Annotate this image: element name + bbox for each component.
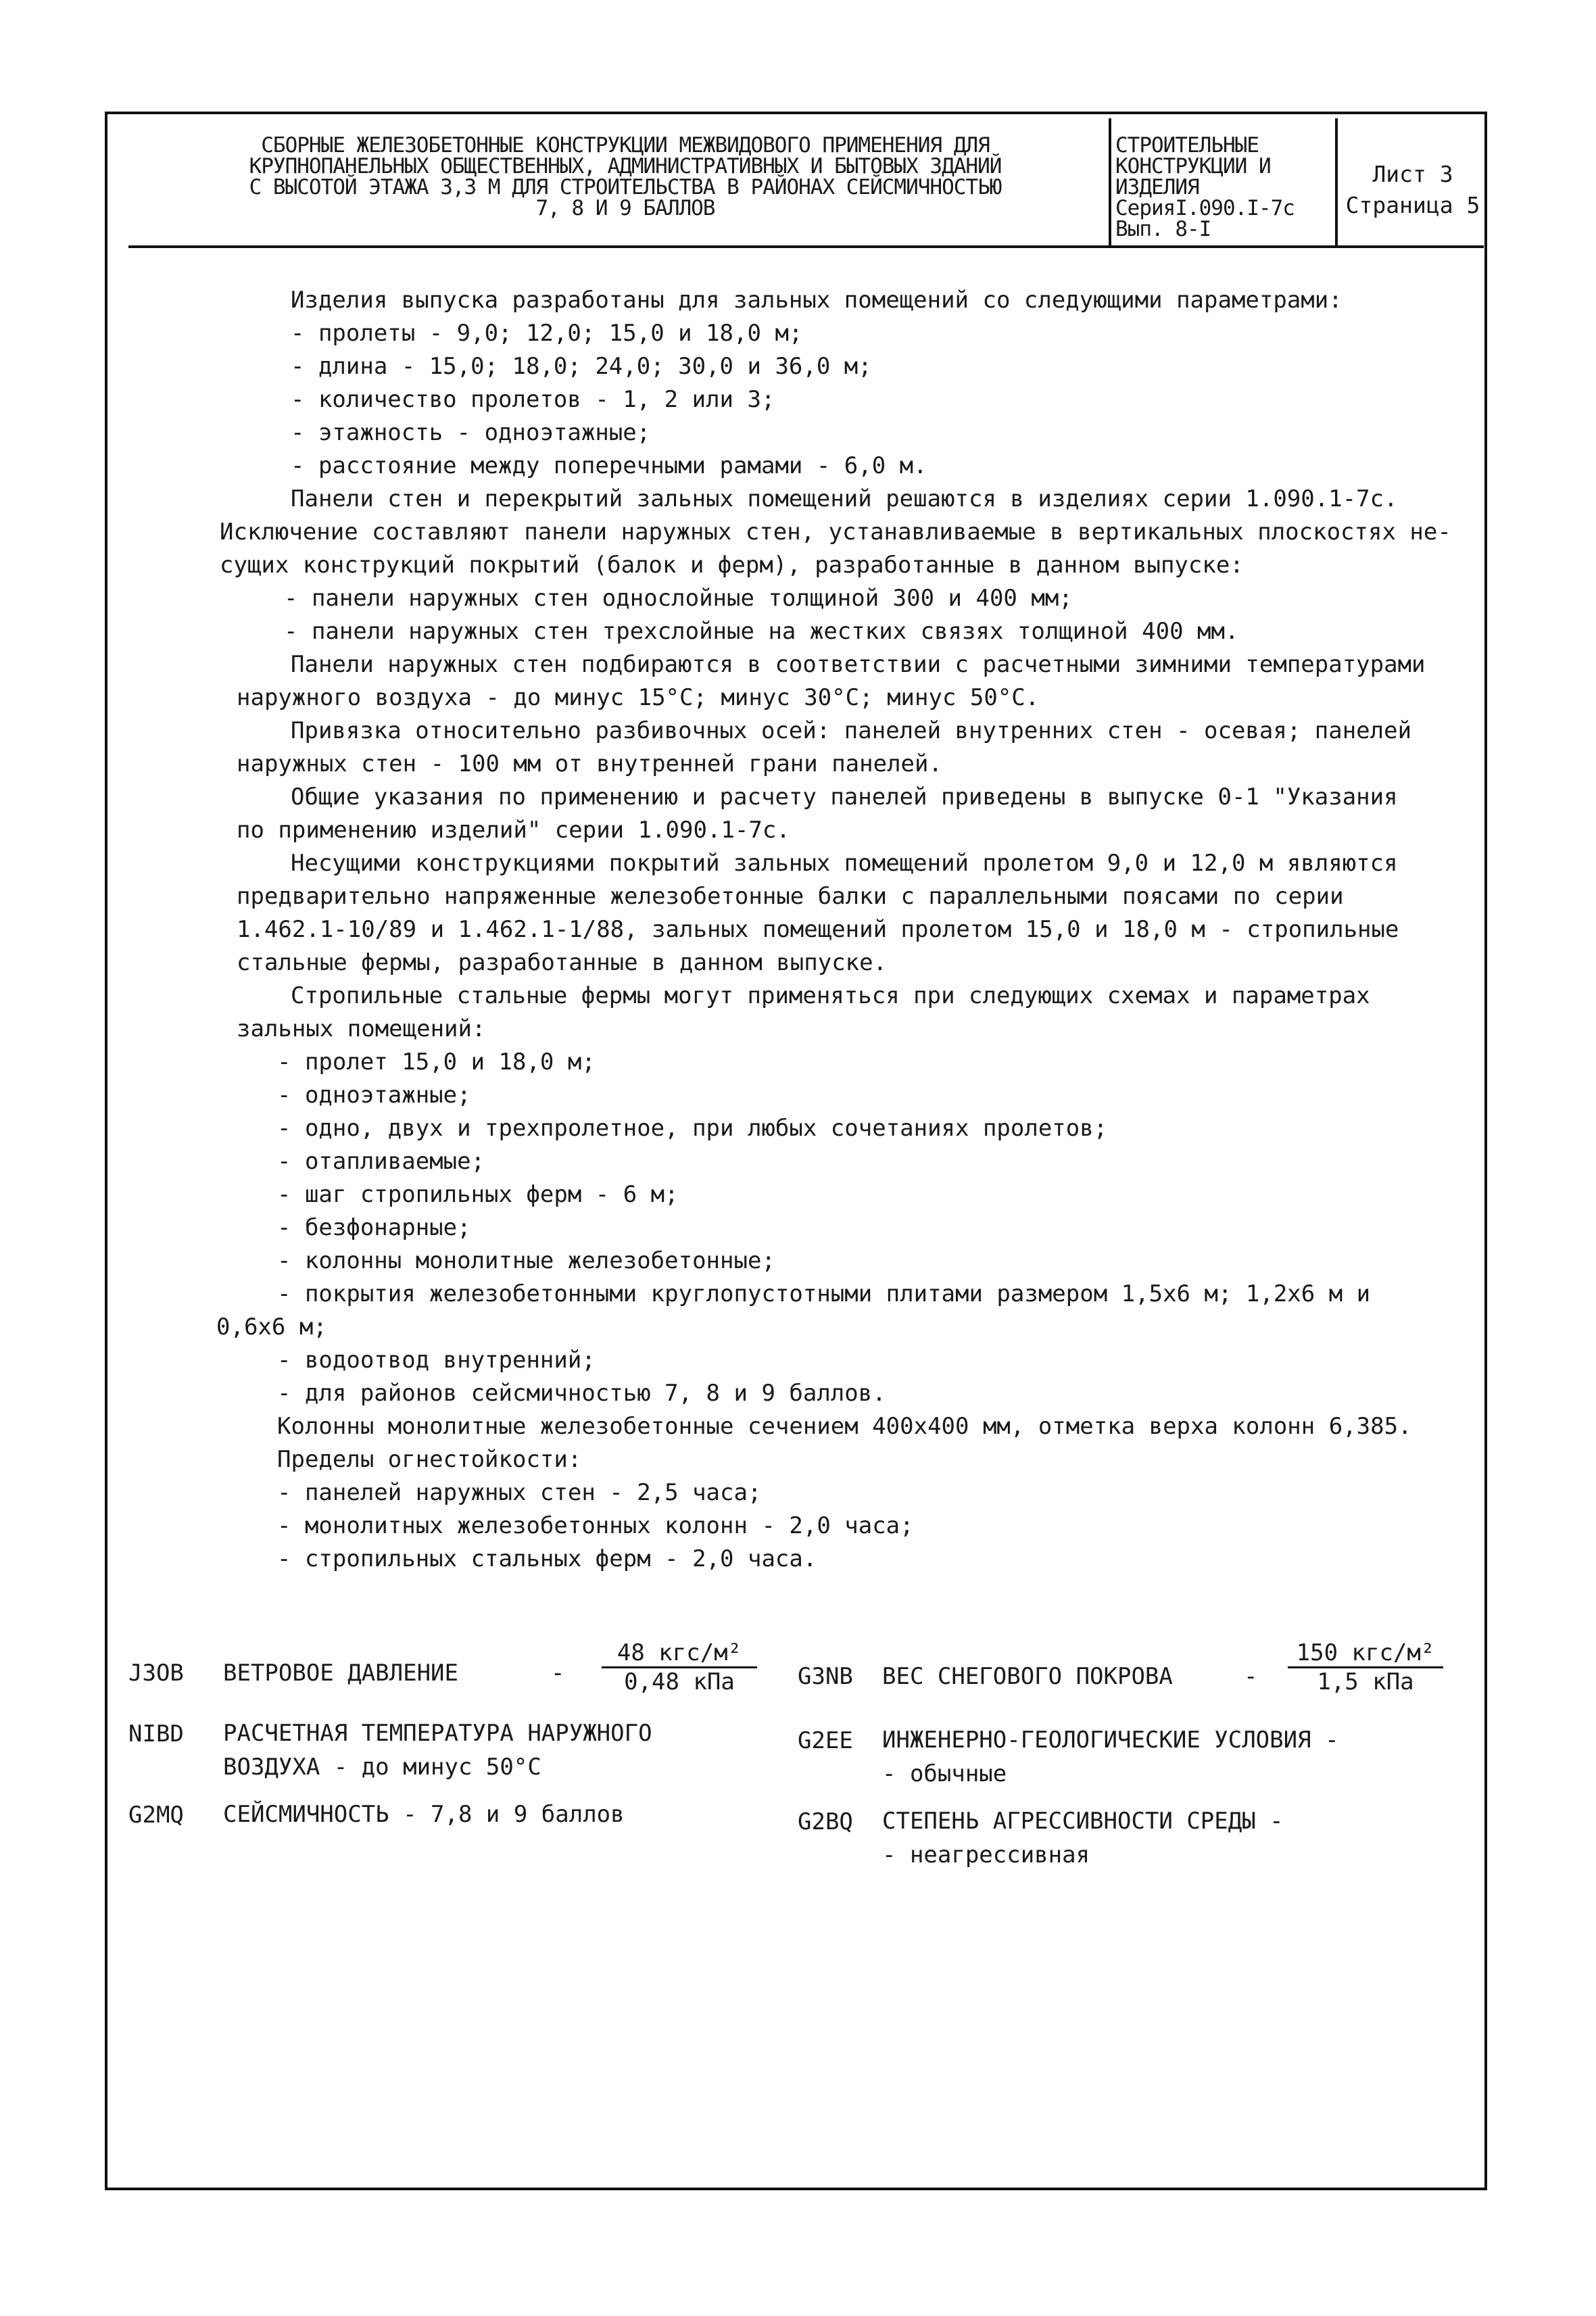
list-item: - монолитных железобетонных колонн - 2,0 часа; (277, 1512, 914, 1539)
header-divider (1335, 118, 1338, 248)
list-item: - пролеты - 9,0; 12,0; 15,0 и 18,0 м; (291, 320, 803, 347)
aggressiveness-value: - неагрессивная (882, 1841, 1090, 1868)
dash: - (1244, 1663, 1258, 1690)
fraction-denominator: 0,48 кПа (624, 1668, 735, 1695)
list-item: - панелей наружных стен - 2,5 часа; (277, 1479, 762, 1506)
geology-value: - обычные (882, 1760, 1007, 1787)
list-item: - количество пролетов - 1, 2 или 3; (291, 386, 775, 413)
text-line: наружного воздуха - до минус 15°С; минус 30°С; минус 50°С. (237, 684, 1040, 711)
document-body (216, 284, 1474, 1576)
series-line: КОНСТРУКЦИИ И (1115, 154, 1271, 178)
text-line: Привязка относительно разбивочных осей: панелей внутренних стен - осевая; панелей (291, 717, 1412, 744)
geology-label: ИНЖЕНЕРНО-ГЕОЛОГИЧЕСКИЕ УСЛОВИЯ - (882, 1727, 1339, 1754)
list-item: - длина - 15,0; 18,0; 24,0; 30,0 и 36,0 м; (291, 353, 872, 380)
text-line: наружных стен - 100 мм от внутренней грани панелей. (237, 750, 942, 777)
wind-pressure-value (602, 1639, 757, 1695)
param-code: J3OB (128, 1660, 184, 1687)
series-line: Вып. 8-I (1115, 217, 1211, 241)
param-code: G3NB (798, 1663, 853, 1690)
sheet-info (1342, 159, 1484, 221)
series-line: ИЗДЕЛИЯ (1115, 175, 1199, 199)
header-divider (1109, 118, 1111, 248)
series-line: СТРОИТЕЛЬНЫЕ (1115, 133, 1259, 158)
text-line: Исключение составляют панели наружных стен, устанавливаемые в вертикальных плоскостях не- (220, 518, 1451, 546)
wind-pressure-label: ВЕТРОВОЕ ДАВЛЕНИЕ (223, 1660, 458, 1687)
param-code: G2EE (798, 1727, 853, 1754)
list-item: - этажность - одноэтажные; (291, 419, 651, 446)
list-item: - расстояние между поперечными рамами - 6,0 м. (291, 452, 927, 479)
list-item: - безфонарные; (277, 1214, 471, 1241)
text-line: зальных помещений: (237, 1015, 486, 1042)
fraction-numerator: 150 кгс/м² (1288, 1639, 1443, 1668)
list-item: - для районов сейсмичностью 7, 8 и 9 баллов. (277, 1380, 886, 1407)
list-item: - водоотвод внутренний; (277, 1347, 596, 1374)
list-item: - одноэтажные; (277, 1082, 471, 1109)
text-line: Пределы огнестойкости: (277, 1446, 582, 1473)
param-code: G2BQ (798, 1808, 853, 1835)
list-item: - панели наружных стен трехслойные на жестких связях толщиной 400 мм. (284, 618, 1239, 645)
title-line: 7, 8 И 9 БАЛЛОВ (535, 196, 715, 220)
document-title (145, 135, 1105, 219)
list-item: - панели наружных стен однослойные толщиной 300 и 400 мм; (284, 585, 1073, 612)
series-info (1115, 135, 1332, 240)
text-line: 1.462.1-10/89 и 1.462.1-1/88, зальных помещений пролетом 15,0 и 18,0 м - стропильные (237, 916, 1399, 943)
title-line: С ВЫСОТОЙ ЭТАЖА 3,3 М ДЛЯ СТРОИТЕЛЬСТВА В РАЙОНАХ СЕЙСМИЧНОСТЬЮ (249, 175, 1002, 199)
list-item: - пролет 15,0 и 18,0 м; (277, 1048, 596, 1076)
text-line: Панели стен и перекрытий зальных помещений решаются в изделиях серии 1.090.1-7с. (291, 485, 1398, 512)
text-line: Колонны монолитные железобетонные сечением 400х400 мм, отметка верха колонн 6,385. (277, 1413, 1412, 1440)
text-line: 0,6х6 м; (216, 1313, 327, 1341)
text-line: предварительно напряженные железобетонные балки с параллельными поясами по серии (237, 883, 1344, 910)
list-item: - одно, двух и трехпролетное, при любых сочетаниях пролетов; (277, 1115, 1108, 1142)
fraction-denominator: 1,5 кПа (1317, 1668, 1414, 1695)
sheet-number: Лист 3 (1372, 161, 1453, 187)
list-item: - стропильных стальных ферм - 2,0 часа. (277, 1545, 817, 1572)
page-number: Страница 5 (1345, 192, 1480, 218)
param-code: G2MQ (128, 1802, 184, 1829)
list-item: - отапливаемые; (277, 1148, 485, 1175)
text-line: по применению изделий" серии 1.090.1-7с. (237, 817, 790, 844)
list-item: - шаг стропильных ферм - 6 м; (277, 1181, 679, 1208)
snow-load-label: ВЕС СНЕГОВОГО ПОКРОВА (882, 1663, 1173, 1690)
dash: - (551, 1660, 565, 1687)
temperature-value: ВОЗДУХА - до минус 50°С (223, 1754, 541, 1781)
text-line: Изделия выпуска разработаны для зальных помещений со следующими параметрами: (291, 287, 1343, 314)
list-item: - покрытия железобетонными круглопустотными плитами размером 1,5х6 м; 1,2х6 м и (277, 1280, 1371, 1307)
seismicity-label: СЕЙСМИЧНОСТЬ - 7,8 и 9 баллов (223, 1801, 625, 1828)
text-line: Стропильные стальные фермы могут применяться при следующих схемах и параметрах (291, 982, 1370, 1009)
series-line: СерияI.090.I-7с (1115, 196, 1295, 220)
title-line: КРУПНОПАНЕЛЬНЫХ ОБЩЕСТВЕННЫХ, АДМИНИСТРАТИВНЫХ И БЫТОВЫХ ЗДАНИЙ (249, 154, 1002, 178)
text-line: Несущими конструкциями покрытий зальных помещений пролетом 9,0 и 12,0 м являются (291, 850, 1398, 877)
list-item: - колонны монолитные железобетонные; (277, 1247, 775, 1274)
snow-load-value (1288, 1639, 1443, 1695)
text-line: Панели наружных стен подбираются в соответствии с расчетными зимними температурами (291, 651, 1426, 678)
title-line: СБОРНЫЕ ЖЕЛЕЗОБЕТОННЫЕ КОНСТРУКЦИИ МЕЖВИДОВОГО ПРИМЕНЕНИЯ ДЛЯ (261, 133, 990, 158)
text-line: сущих конструкций покрытий (балок и ферм), разработанные в данном выпуске: (220, 552, 1244, 579)
text-line: Общие указания по применению и расчету панелей приведены в выпуске 0-1 "Указания (291, 783, 1398, 811)
fraction-numerator: 48 кгс/м² (602, 1639, 757, 1668)
aggressiveness-label: СТЕПЕНЬ АГРЕССИВНОСТИ СРЕДЫ - (882, 1808, 1284, 1835)
param-code: NIBD (128, 1720, 184, 1747)
text-line: стальные фермы, разработанные в данном выпуске. (237, 949, 888, 976)
temperature-label: РАСЧЕТНАЯ ТЕМПЕРАТУРА НАРУЖНОГО (223, 1720, 652, 1747)
